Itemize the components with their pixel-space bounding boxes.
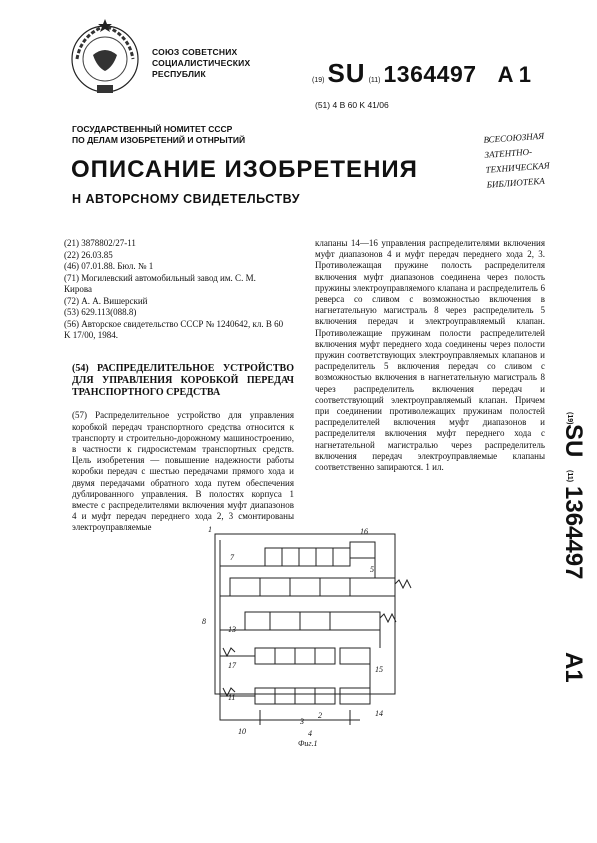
- label-15: 15: [375, 665, 383, 674]
- label-11: 11: [228, 693, 236, 702]
- union-name: СОЮЗ СОВЕТСНИХ СОЦИАЛИСТИЧЕСКИХ РЕСПУБЛИК: [152, 47, 251, 79]
- side-tag-11: (11): [566, 470, 573, 483]
- country-code: SU: [327, 58, 366, 88]
- kind-code: A 1: [497, 62, 531, 87]
- label-10: 10: [238, 727, 246, 736]
- label-2: 2: [318, 711, 322, 720]
- patent-number: 1364497: [383, 61, 477, 87]
- abstract-left-text: (57) Распределительное устройство для управления коробкой передач транспортного средства относится к транспорту и строительно-дорожному машиностроению, в частности к гидросистемам транспортных средств. Цель изобретения — повышение надежности работы коробки передач с шестью передачами прямого хода и двумя передачами обратного хода путем обеспечения дублированного управления. В полостях корпуса 1 вместе с распределителями включения муфт диапазонов 4 и муфт передач переднего хода 2, 3 смонтированы электроуправляемые: [72, 410, 294, 533]
- invention-title: (54) РАСПРЕДЕЛИТЕЛЬНОЕ УСТРОЙСТВО ДЛЯ УПРАВЛЕНИЯ КОРОБКОЙ ПЕРЕДАЧ ТРАНСПОРТНОГО СРЕДСТВА: [72, 363, 294, 399]
- document-title: ОПИСАНИЕ ИЗОБРЕТЕНИЯ: [71, 156, 418, 183]
- label-14: 14: [375, 709, 383, 718]
- side-number: 1364497: [560, 486, 587, 580]
- committee-name: ГОСУДАРСТВЕННЫЙ НОМИТЕТ СССР ПО ДЕЛАМ ИЗОБРЕТЕНИЙ И ОТНРЫТИЙ: [72, 124, 246, 145]
- label-17: 17: [228, 661, 236, 670]
- ussr-emblem: [63, 15, 147, 99]
- ipc-class: (51) 4 B 60 K 41/06: [315, 100, 389, 110]
- label-16: 16: [360, 527, 368, 536]
- publication-number: [312, 58, 531, 89]
- label-8: 8: [202, 617, 206, 626]
- side-patent-number: [530, 410, 590, 710]
- hydraulic-schematic: [200, 520, 430, 760]
- side-kind: A1: [560, 652, 587, 683]
- label-1: 1: [208, 525, 212, 534]
- label-4: 4: [308, 729, 312, 738]
- tag-11: (11): [368, 77, 381, 84]
- bibliographic-data: (21) 3878802/27-11 (22) 26.03.85 (46) 07.01.88. Бюл. № 1 (71) Могилевский автомобильный завод им. С. М. Кирова (72) А. А. Вишерский (53) 629.113(088.8) (56) Авторское свидетельство СССР № 1240642, кл. B 60 K 17/00, 1984.: [64, 238, 284, 340]
- abstract-left-column: [72, 352, 294, 545]
- document-subtitle: Н АВТОРСНОМУ СВИДЕТЕЛЬСТВУ: [72, 192, 300, 206]
- label-7: 7: [230, 553, 234, 562]
- label-13: 13: [228, 625, 236, 634]
- library-stamp: ВСЕСОЮЗНАЯ ЗАТЕНТНО- ТЕХНИЧЕСКАЯ БИБЛИОТЕКА: [483, 130, 550, 190]
- abstract-right-text: клапаны 14—16 управления распределителями включения муфт диапазонов 4 и муфт передач переднего хода 2, 3. Противолежащая пружине полость распределителя включения муфт диапазонов соединена через полость пружины электроуправляемого клапана и распределитель 6 реверса со сливом с возможностью включения в нагнетательную магистраль 8 через распределитель 5 включения передач и электроуправляемый клапан. Противолежащие пружинам полости распределителей включения муфт переднего хода соединены через полости пружин соответствующих электроуправляемых клапанов и распределитель 5 включения передач со сливом с возможностью включения в нагнетательную магистраль 8 через распределитель включения передач и соответствующий электроуправляемый клапан. Причем при соединении противолежащих пружинам полостей распределителей включения муфт диапазонов и распределителя включения муфт переднего хода с нагнетательной магистралью через распределитель включения передач электроуправляемые клапаны соответственно запираются. 1 ил.: [315, 238, 545, 473]
- label-3: 3: [300, 717, 304, 726]
- side-su: SU: [560, 424, 587, 458]
- tag-19: (19): [312, 77, 325, 84]
- figure-caption: Фиг.1: [298, 739, 318, 748]
- side-tag-19: (19): [566, 412, 573, 425]
- label-5: 5: [370, 565, 374, 574]
